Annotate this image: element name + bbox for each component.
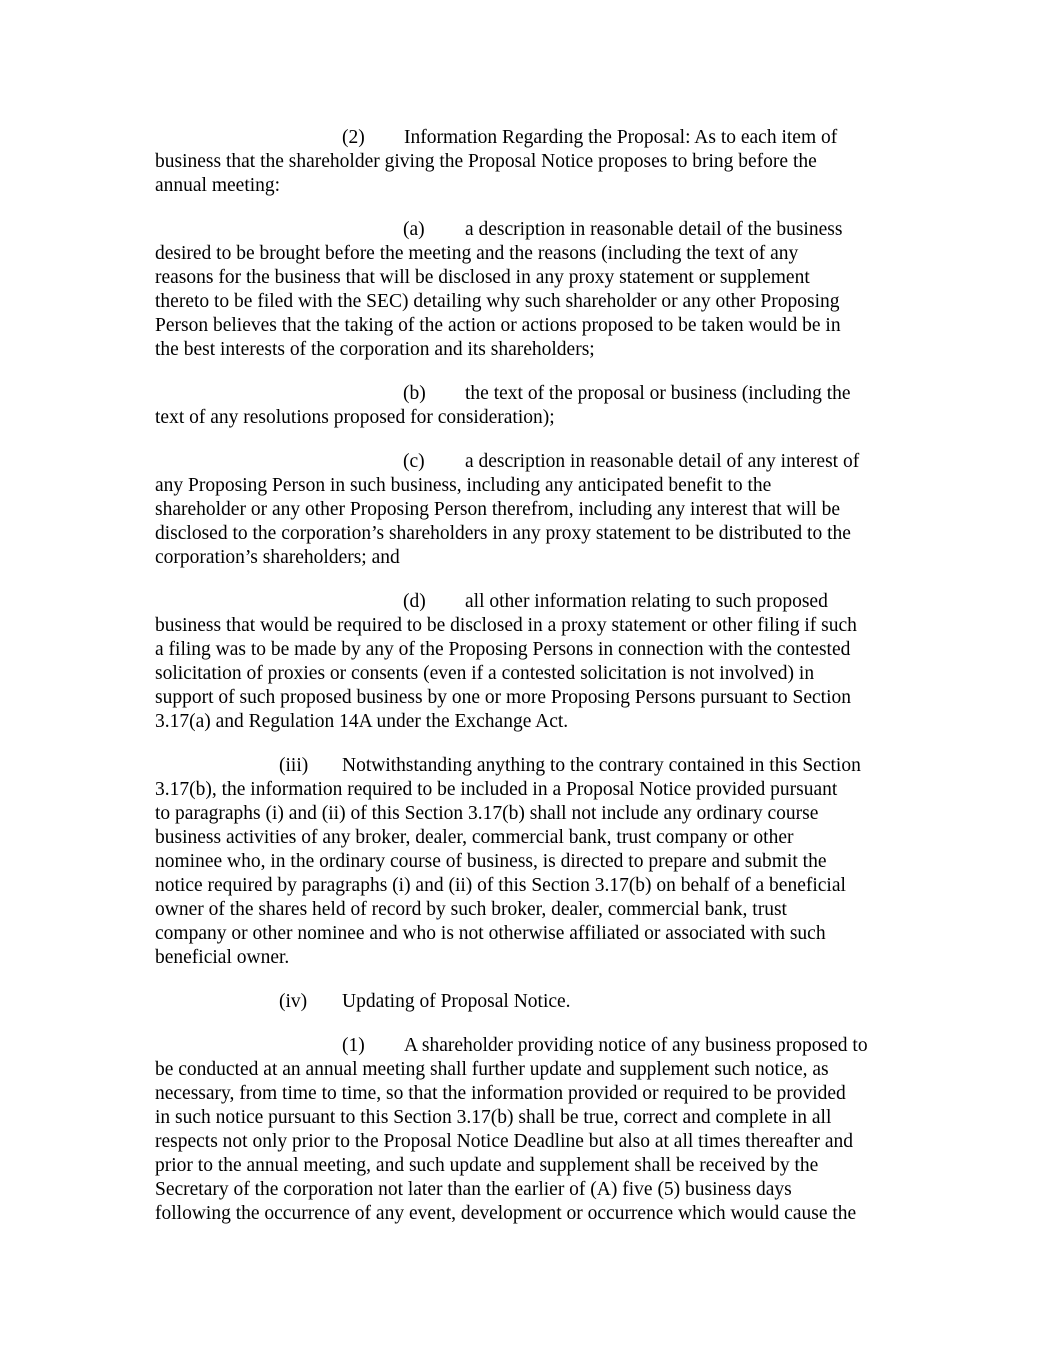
- paragraph-iii-first-line: [279, 754, 861, 778]
- paragraph-line: business that the shareholder giving the Proposal Notice proposes to bring before the: [155, 151, 817, 172]
- paragraph-line: Secretary of the corporation not later than the earlier of (A) five (5) business days: [155, 1179, 792, 1200]
- paragraph-line: disclosed to the corporation’s shareholders in any proxy statement to be distributed to the: [155, 523, 851, 544]
- paragraph-line: desired to be brought before the meeting and the reasons (including the text of any: [155, 243, 799, 264]
- paragraph-marker: (d): [403, 591, 426, 612]
- paragraph-text: a description in reasonable detail of any interest of: [465, 451, 860, 472]
- paragraph-line: Person believes that the taking of the action or actions proposed to be taken would be in: [155, 315, 841, 336]
- paragraph-line: beneficial owner.: [155, 947, 290, 968]
- paragraph-line: corporation’s shareholders; and: [155, 547, 400, 568]
- paragraph-line: a filing was to be made by any of the Proposing Persons in connection with the contested: [155, 639, 851, 660]
- paragraph-text: A shareholder providing notice of any business proposed to: [404, 1035, 868, 1056]
- paragraph-line: text of any resolutions proposed for consideration);: [155, 407, 555, 428]
- paragraph-marker: (a): [403, 219, 425, 240]
- paragraph-iv-heading: [279, 990, 571, 1014]
- paragraph-a-first-line: [403, 218, 842, 242]
- paragraph-line: in such notice pursuant to this Section 3.17(b) shall be true, correct and complete in all: [155, 1107, 832, 1128]
- paragraph-text: Updating of Proposal Notice.: [342, 991, 571, 1012]
- paragraph-line: any Proposing Person in such business, including any anticipated benefit to the: [155, 475, 772, 496]
- paragraph-marker: (b): [403, 383, 426, 404]
- paragraph-line: company or other nominee and who is not otherwise affiliated or associated with such: [155, 923, 826, 944]
- paragraph-line: annual meeting:: [155, 175, 281, 196]
- paragraph-line: 3.17(b), the information required to be included in a Proposal Notice provided pursuant: [155, 779, 838, 800]
- paragraph-text: Information Regarding the Proposal: As to each item of: [404, 127, 838, 148]
- paragraph-line: solicitation of proxies or consents (even if a contested solicitation is not involved) in: [155, 663, 815, 684]
- paragraph-line: business activities of any broker, dealer, commercial bank, trust company or other: [155, 827, 794, 848]
- paragraph-marker: (1): [342, 1035, 365, 1056]
- paragraph-text: Notwithstanding anything to the contrary contained in this Section: [342, 755, 861, 776]
- paragraph-text: a description in reasonable detail of the business: [465, 219, 843, 240]
- paragraph-line: support of such proposed business by one or more Proposing Persons pursuant to Section: [155, 687, 851, 708]
- paragraph-line: nominee who, in the ordinary course of business, is directed to prepare and submit the: [155, 851, 827, 872]
- paragraph-text: the text of the proposal or business (including the: [465, 383, 851, 404]
- paragraph-c-first-line: [403, 450, 859, 474]
- paragraph-marker: (2): [342, 127, 365, 148]
- paragraph-marker: (iv): [279, 991, 308, 1012]
- paragraph-line: 3.17(a) and Regulation 14A under the Exchange Act.: [155, 711, 569, 732]
- paragraph-line: owner of the shares held of record by such broker, dealer, commercial bank, trust: [155, 899, 787, 920]
- paragraph-b-first-line: [403, 382, 851, 406]
- paragraph-marker: (iii): [279, 755, 309, 776]
- paragraph-line: be conducted at an annual meeting shall further update and supplement such notice, as: [155, 1059, 829, 1080]
- paragraph-line: prior to the annual meeting, and such update and supplement shall be received by the: [155, 1155, 819, 1176]
- paragraph-line: business that would be required to be disclosed in a proxy statement or other filing if such: [155, 615, 857, 636]
- paragraph-line: reasons for the business that will be disclosed in any proxy statement or supplement: [155, 267, 810, 288]
- paragraph-line: shareholder or any other Proposing Person therefrom, including any interest that will be: [155, 499, 841, 520]
- paragraph-line: thereto to be filed with the SEC) detailing why such shareholder or any other Proposing: [155, 291, 840, 312]
- paragraph-line: necessary, from time to time, so that the information provided or required to be provided: [155, 1083, 846, 1104]
- paragraph-marker: (c): [403, 451, 425, 472]
- paragraph-line: following the occurrence of any event, development or occurrence which would cause the: [155, 1203, 857, 1224]
- paragraph-d-first-line: [403, 590, 828, 614]
- paragraph-line: to paragraphs (i) and (ii) of this Section 3.17(b) shall not include any ordinary course: [155, 803, 819, 824]
- paragraph-2-first-line: [342, 126, 837, 150]
- paragraph-1-first-line: [342, 1034, 868, 1058]
- paragraph-line: respects not only prior to the Proposal Notice Deadline but also at all times thereafter and: [155, 1131, 854, 1152]
- paragraph-text: all other information relating to such proposed: [465, 591, 828, 612]
- paragraph-line: notice required by paragraphs (i) and (ii) of this Section 3.17(b) on behalf of a beneficial: [155, 875, 846, 896]
- paragraph-line: the best interests of the corporation and its shareholders;: [155, 339, 595, 360]
